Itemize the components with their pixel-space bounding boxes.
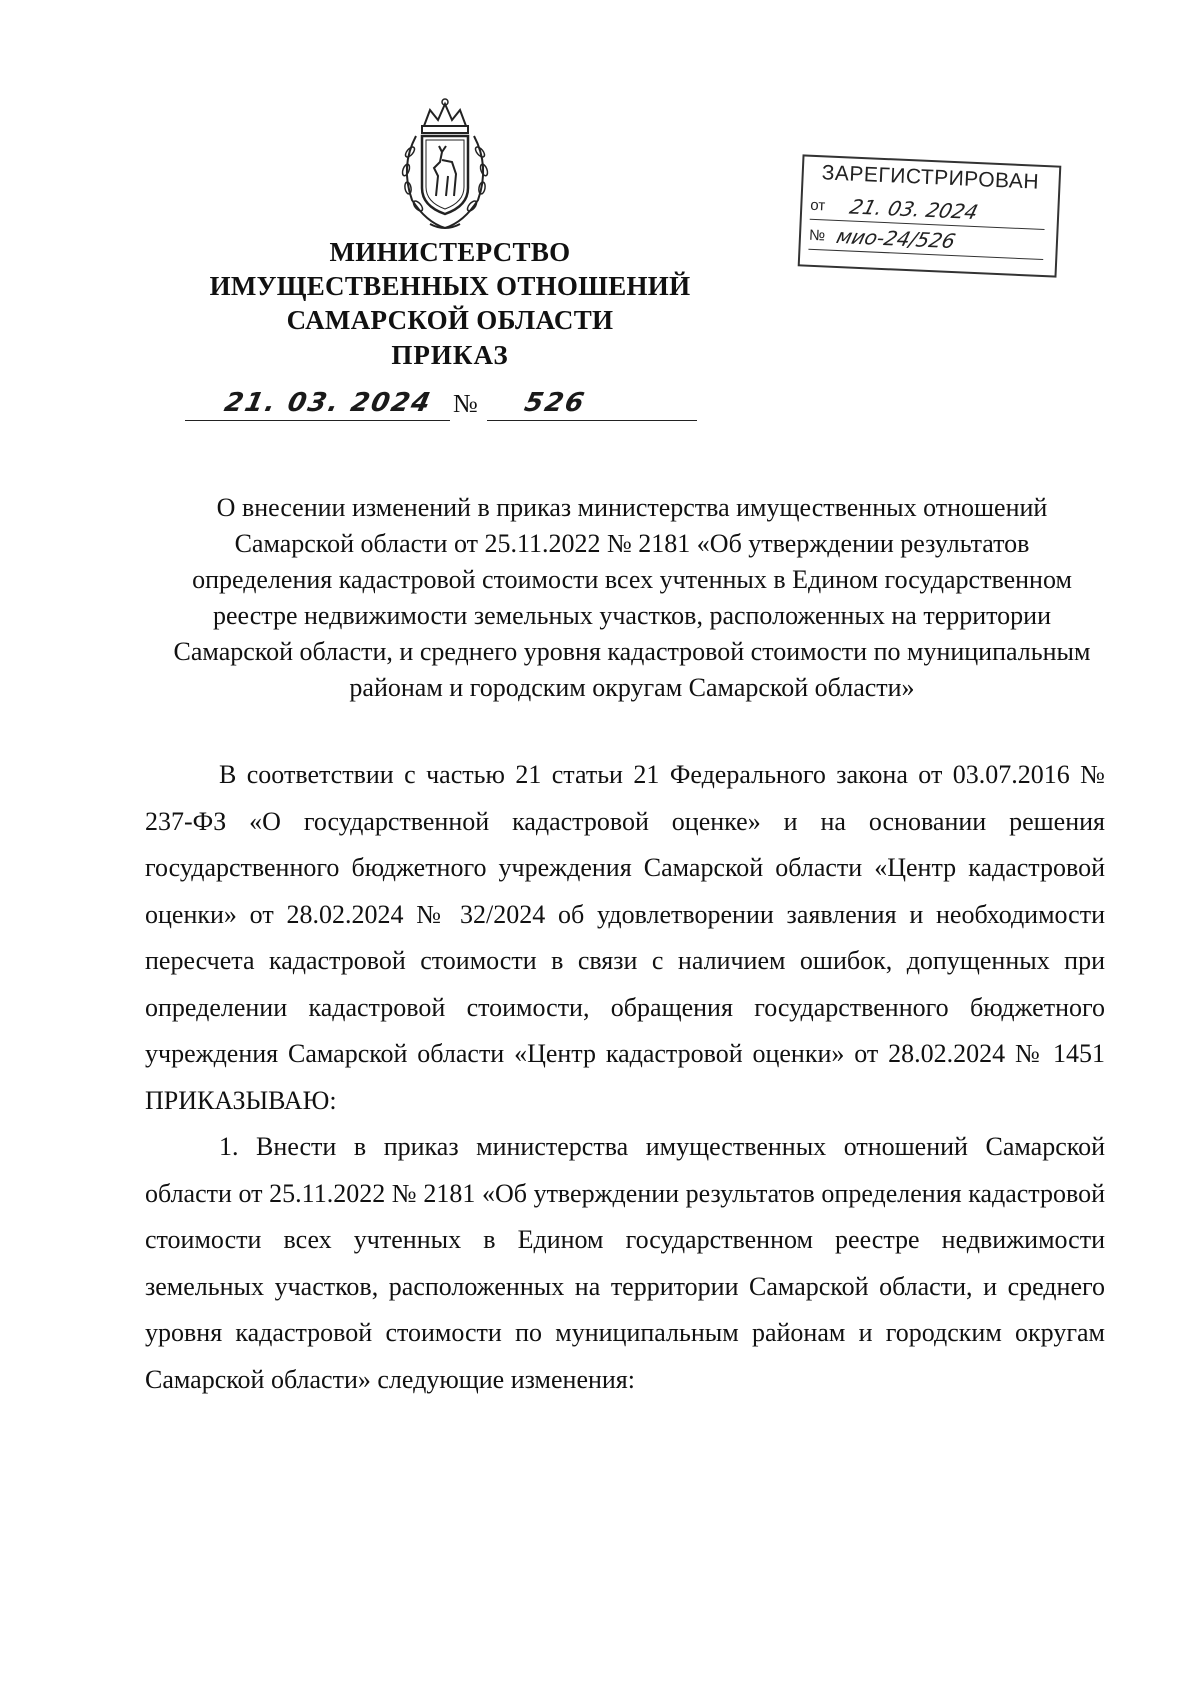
- order-subject: О внесении изменений в приказ министерства имущественных отношений Самарской области от 25.11.2022 № 2181 «Об утверждении результатов определения кадастровой стоимости всех учтенных в Едином государственном реестре недвижимости земельных участков, расположенных на территории Самарской области, и среднего уровня кадастровой стоимости по муниципальным районам и городским округам Самарской области»: [173, 493, 1091, 702]
- stamp-number-row: [808, 224, 1044, 260]
- order-body: [145, 752, 1105, 1403]
- registration-stamp: [798, 154, 1062, 277]
- number-sign: №: [453, 389, 478, 418]
- ministry-line-1: МИНИСТЕРСТВО: [329, 237, 571, 267]
- ministry-line-2: ИМУЩЕСТВЕННЫХ ОТНОШЕНИЙ: [209, 271, 691, 301]
- order-date-number-line: [185, 385, 695, 425]
- body-paragraph-2: 1. Внести в приказ министерства имущественных отношений Самарской области от 25.11.2022 № 2181 «Об утверждении результатов определения кадастровой стоимости всех учтенных в Едином государственном реестре недвижимости земельных участков, расположенных на территории Самарской области, и среднего уровня кадастровой стоимости по муниципальным районам и городским округам Самарской области» следующие изменения:: [145, 1132, 1105, 1394]
- stamp-from-label: от: [809, 196, 826, 215]
- date-underline: [185, 420, 450, 421]
- stamp-number-label: №: [808, 226, 826, 245]
- stamp-date-handwritten: 21. 03. 2024: [847, 194, 981, 224]
- stamp-number-handwritten: мио-24/526: [833, 224, 958, 254]
- ministry-line-3: САМАРСКОЙ ОБЛАСТИ: [286, 305, 614, 335]
- order-title: ПРИКАЗ: [391, 340, 509, 370]
- number-underline: [487, 420, 697, 421]
- samara-coat-of-arms-icon: [386, 96, 504, 236]
- body-paragraph-1: В соответствии с частью 21 статьи 21 Федерального закона от 03.07.2016 № 237-ФЗ «О государственной кадастровой оценке» и на основании решения государственного бюджетного учреждения Самарской области «Центр кадастровой оценки» от 28.02.2024 № 32/2024 об удовлетворении заявления и необходимости пересчета кадастровой стоимости в связи с наличием ошибок, допущенных при определении кадастровой стоимости, обращения государственного бюджетного учреждения Самарской области «Центр кадастровой оценки» от 28.02.2024 № 1451 ПРИКАЗЫВАЮ:: [145, 760, 1105, 1115]
- order-number-handwritten: 526: [521, 388, 589, 418]
- ministry-name: [180, 235, 720, 337]
- stamp-title: ЗАРЕГИСТРИРОВАН: [821, 161, 1040, 194]
- order-date-handwritten: 21. 03. 2024: [221, 388, 435, 418]
